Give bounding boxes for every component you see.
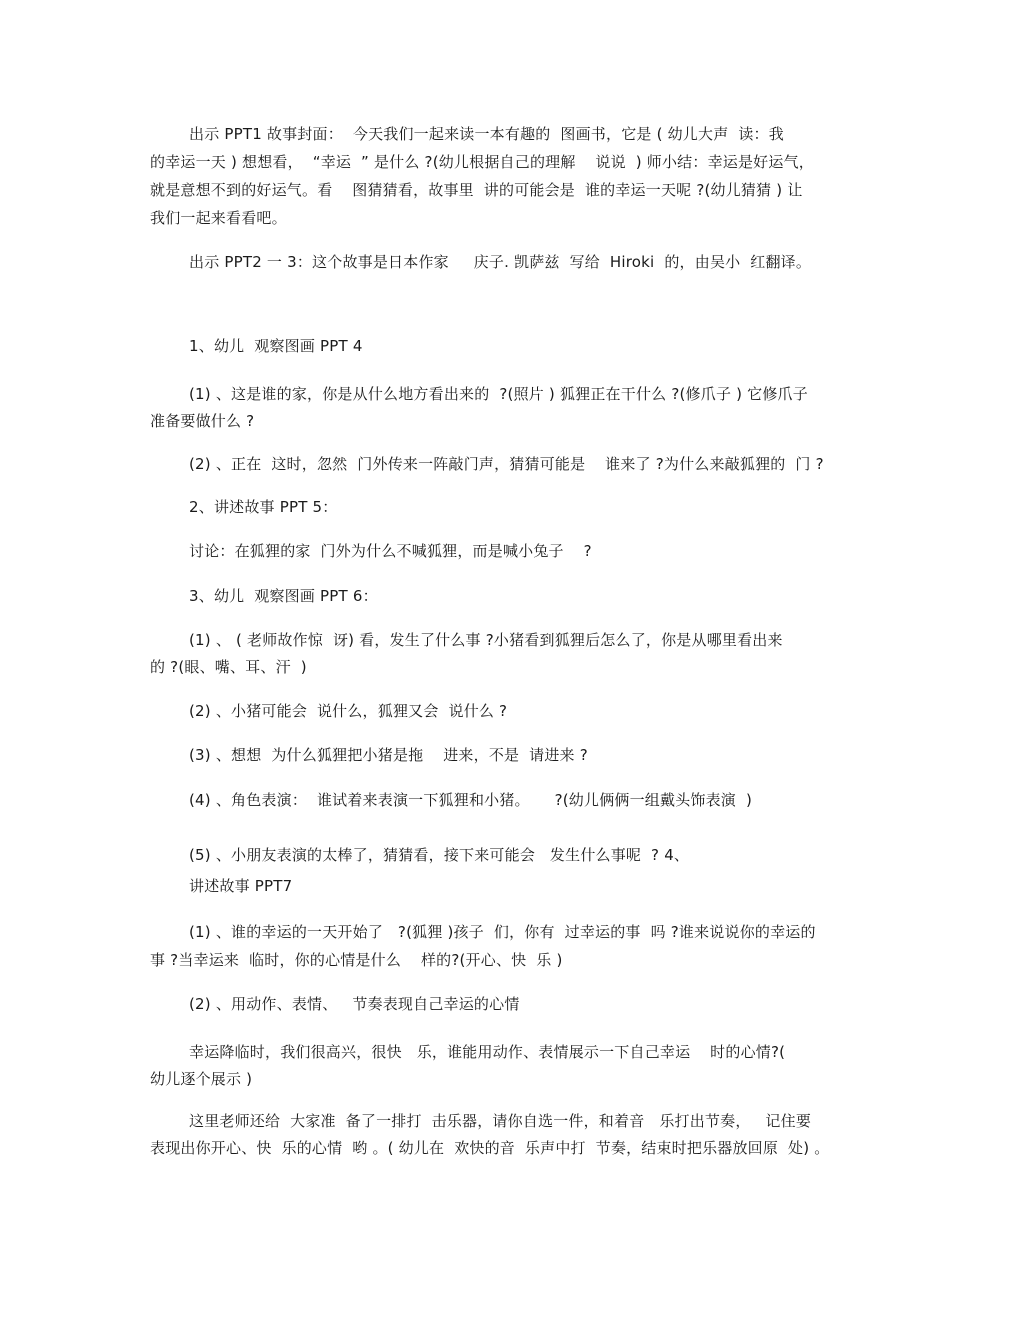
paragraph-line: (4) 、角色表演： 谁试着来表演一下狐狸和小猪。 ?(幼儿俩俩一组戴头饰表演 ) (189, 791, 752, 809)
paragraph-line: (1) 、谁的幸运的一天开始了 ?(狐狸 )孩子 们，你有 过幸运的事 吗 ?谁来说说你的幸运的 (189, 923, 816, 941)
paragraph-line: 的 ?(眼、嘴、耳、汗 ) (150, 658, 307, 676)
paragraph-line: (5) 、小朋友表演的太棒了，猜猜看，接下来可能会 发生什么事呢 ? 4、 (189, 846, 690, 864)
paragraph-line: (2) 、用动作、表情、 节奏表现自己幸运的心情 (189, 995, 520, 1013)
paragraph-line: 我们一起来看看吧。 (150, 209, 287, 227)
section-heading: 讲述故事 PPT7 (189, 877, 293, 895)
paragraph-line: 准备要做什么 ? (150, 412, 255, 430)
paragraph-line: (2) 、正在 这时，忽然 门外传来一阵敲门声，猜猜可能是 谁来了 ?为什么来敲狐狸的 门 ? (189, 455, 824, 473)
paragraph-line: 讨论：在狐狸的家 门外为什么不喊狐狸，而是喊小兔子 ? (189, 542, 592, 560)
paragraph-line: 出示 PPT1 故事封面： 今天我们一起来读一本有趣的 图画书，它是 ( 幼儿大声 读：我 (189, 125, 784, 143)
paragraph-line: 出示 PPT2 一 3：这个故事是日本作家 庆子. 凯萨兹 写给 Hiroki 的，由吴小 红翻译。 (189, 253, 812, 271)
paragraph-line: 幼儿逐个展示 ) (150, 1070, 253, 1088)
paragraph-line: 的幸运一天 ) 想想看， “幸运 ” 是什么 ?(幼儿根据自己的理解 说说 ) 师小结：幸运是好运气， (150, 153, 814, 171)
paragraph-line: 表现出你开心、快 乐的心情 哟 。( 幼儿在 欢快的音 乐声中打 节奏，结束时把乐器放回原 处) 。 (150, 1139, 830, 1157)
paragraph-line: (2) 、小猪可能会 说什么，狐狸又会 说什么 ? (189, 702, 508, 720)
paragraph-line: 事 ?当幸运来 临时，你的心情是什么 样的?(开心、快 乐 ) (150, 951, 563, 969)
paragraph-line: 这里老师还给 大家准 备了一排打 击乐器，请你自选一件，和着音 乐打出节奏， 记住要 (189, 1112, 812, 1130)
paragraph-line: 幸运降临时，我们很高兴，很快 乐，谁能用动作、表情展示一下自己幸运 时的心情?( (189, 1043, 786, 1061)
paragraph-line: 就是意想不到的好运气。看 图猜猜看，故事里 讲的可能会是 谁的幸运一天呢 ?(幼儿猜猜 ) 让 (150, 181, 803, 199)
paragraph-line: (3) 、想想 为什么狐狸把小猪是拖 进来，不是 请进来 ? (189, 746, 588, 764)
section-heading: 1、幼儿 观察图画 PPT 4 (189, 337, 363, 355)
section-heading: 3、幼儿 观察图画 PPT 6： (189, 587, 378, 605)
paragraph-line: (1) 、这是谁的家，你是从什么地方看出来的 ?(照片 ) 狐狸正在干什么 ?(修爪子 ) 它修爪子 (189, 385, 808, 403)
section-heading: 2、讲述故事 PPT 5： (189, 498, 338, 516)
paragraph-line: (1) 、 ( 老师故作惊 讶) 看，发生了什么事 ?小猪看到狐狸后怎么了，你是从哪里看出来 (189, 631, 783, 649)
